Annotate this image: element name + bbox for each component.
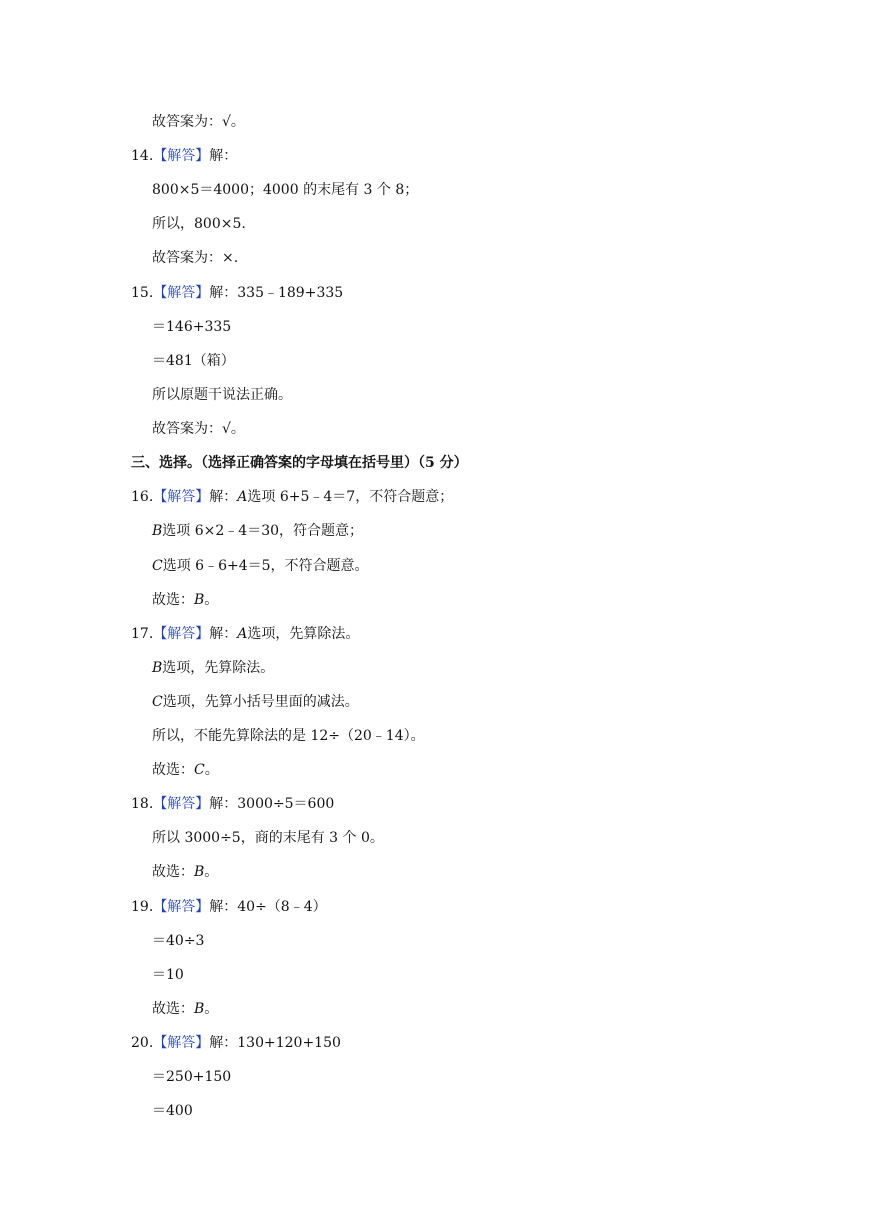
solution-line: 所以，800×5. <box>152 216 246 232</box>
solution-line: ＝250+150 <box>152 1069 232 1085</box>
question-17-header: 17.【解答】解：A选项，先算除法。 <box>131 626 360 642</box>
question-15-header: 15.【解答】解：335﹣189+335 <box>131 285 344 301</box>
solution-line: ＝10 <box>152 967 184 983</box>
question-18-header: 18.【解答】解：3000÷5＝600 <box>131 796 335 812</box>
question-number: 20. <box>131 1035 154 1051</box>
answer-tag: 【解答】 <box>153 796 210 812</box>
answer-line: 故答案为：√。 <box>152 421 245 437</box>
answer-line: 故答案为：×. <box>152 250 239 266</box>
solution-line: 800×5＝4000；4000 的末尾有 3 个 8； <box>152 182 419 198</box>
solution-line: ＝481（箱） <box>152 353 235 369</box>
answer-line: 故选：C。 <box>152 762 219 778</box>
solution-line: 所以 3000÷5，商的末尾有 3 个 0。 <box>152 830 384 846</box>
section-heading: 三、选择。（选择正确答案的字母填在括号里）（5 分） <box>131 455 468 471</box>
question-number: 19. <box>131 899 154 915</box>
question-number: 16. <box>131 489 154 505</box>
answer-line: 故选：B。 <box>152 592 219 608</box>
question-20-header: 20.【解答】解：130+120+150 <box>131 1035 341 1051</box>
answer-line: 故答案为：√。 <box>152 114 245 130</box>
solution-line: 所以，不能先算除法的是 12÷（20﹣14）。 <box>152 728 425 744</box>
question-number: 17. <box>131 626 154 642</box>
solution-line: ＝146+335 <box>152 319 232 335</box>
question-number: 15. <box>131 285 154 301</box>
question-number: 18. <box>131 796 154 812</box>
solution-line: C选项，先算小括号里面的减法。 <box>152 694 359 710</box>
solution-line: ＝400 <box>152 1103 193 1119</box>
question-19-header: 19.【解答】解：40÷（8﹣4） <box>131 899 327 915</box>
answer-tag: 【解答】 <box>153 626 210 642</box>
question-16-header: 16.【解答】解：A选项 6+5﹣4＝7，不符合题意； <box>131 489 454 505</box>
answer-line: 故选：B。 <box>152 864 219 880</box>
question-14-header: 14.【解答】解： <box>131 148 238 164</box>
answer-tag: 【解答】 <box>153 285 210 301</box>
answer-tag: 【解答】 <box>153 899 210 915</box>
solution-line: C选项 6﹣6+4＝5，不符合题意。 <box>152 558 369 574</box>
solution-line: 所以原题干说法正确。 <box>152 387 292 403</box>
solution-line: B选项，先算除法。 <box>152 660 275 676</box>
answer-line: 故选：B。 <box>152 1001 219 1017</box>
solution-line: B选项 6×2﹣4＝30，符合题意； <box>152 523 364 539</box>
solution-line: ＝40÷3 <box>152 933 205 949</box>
answer-tag: 【解答】 <box>153 1035 210 1051</box>
answer-tag: 【解答】 <box>153 489 210 505</box>
answer-tag: 【解答】 <box>153 148 210 164</box>
question-number: 14. <box>131 148 154 164</box>
